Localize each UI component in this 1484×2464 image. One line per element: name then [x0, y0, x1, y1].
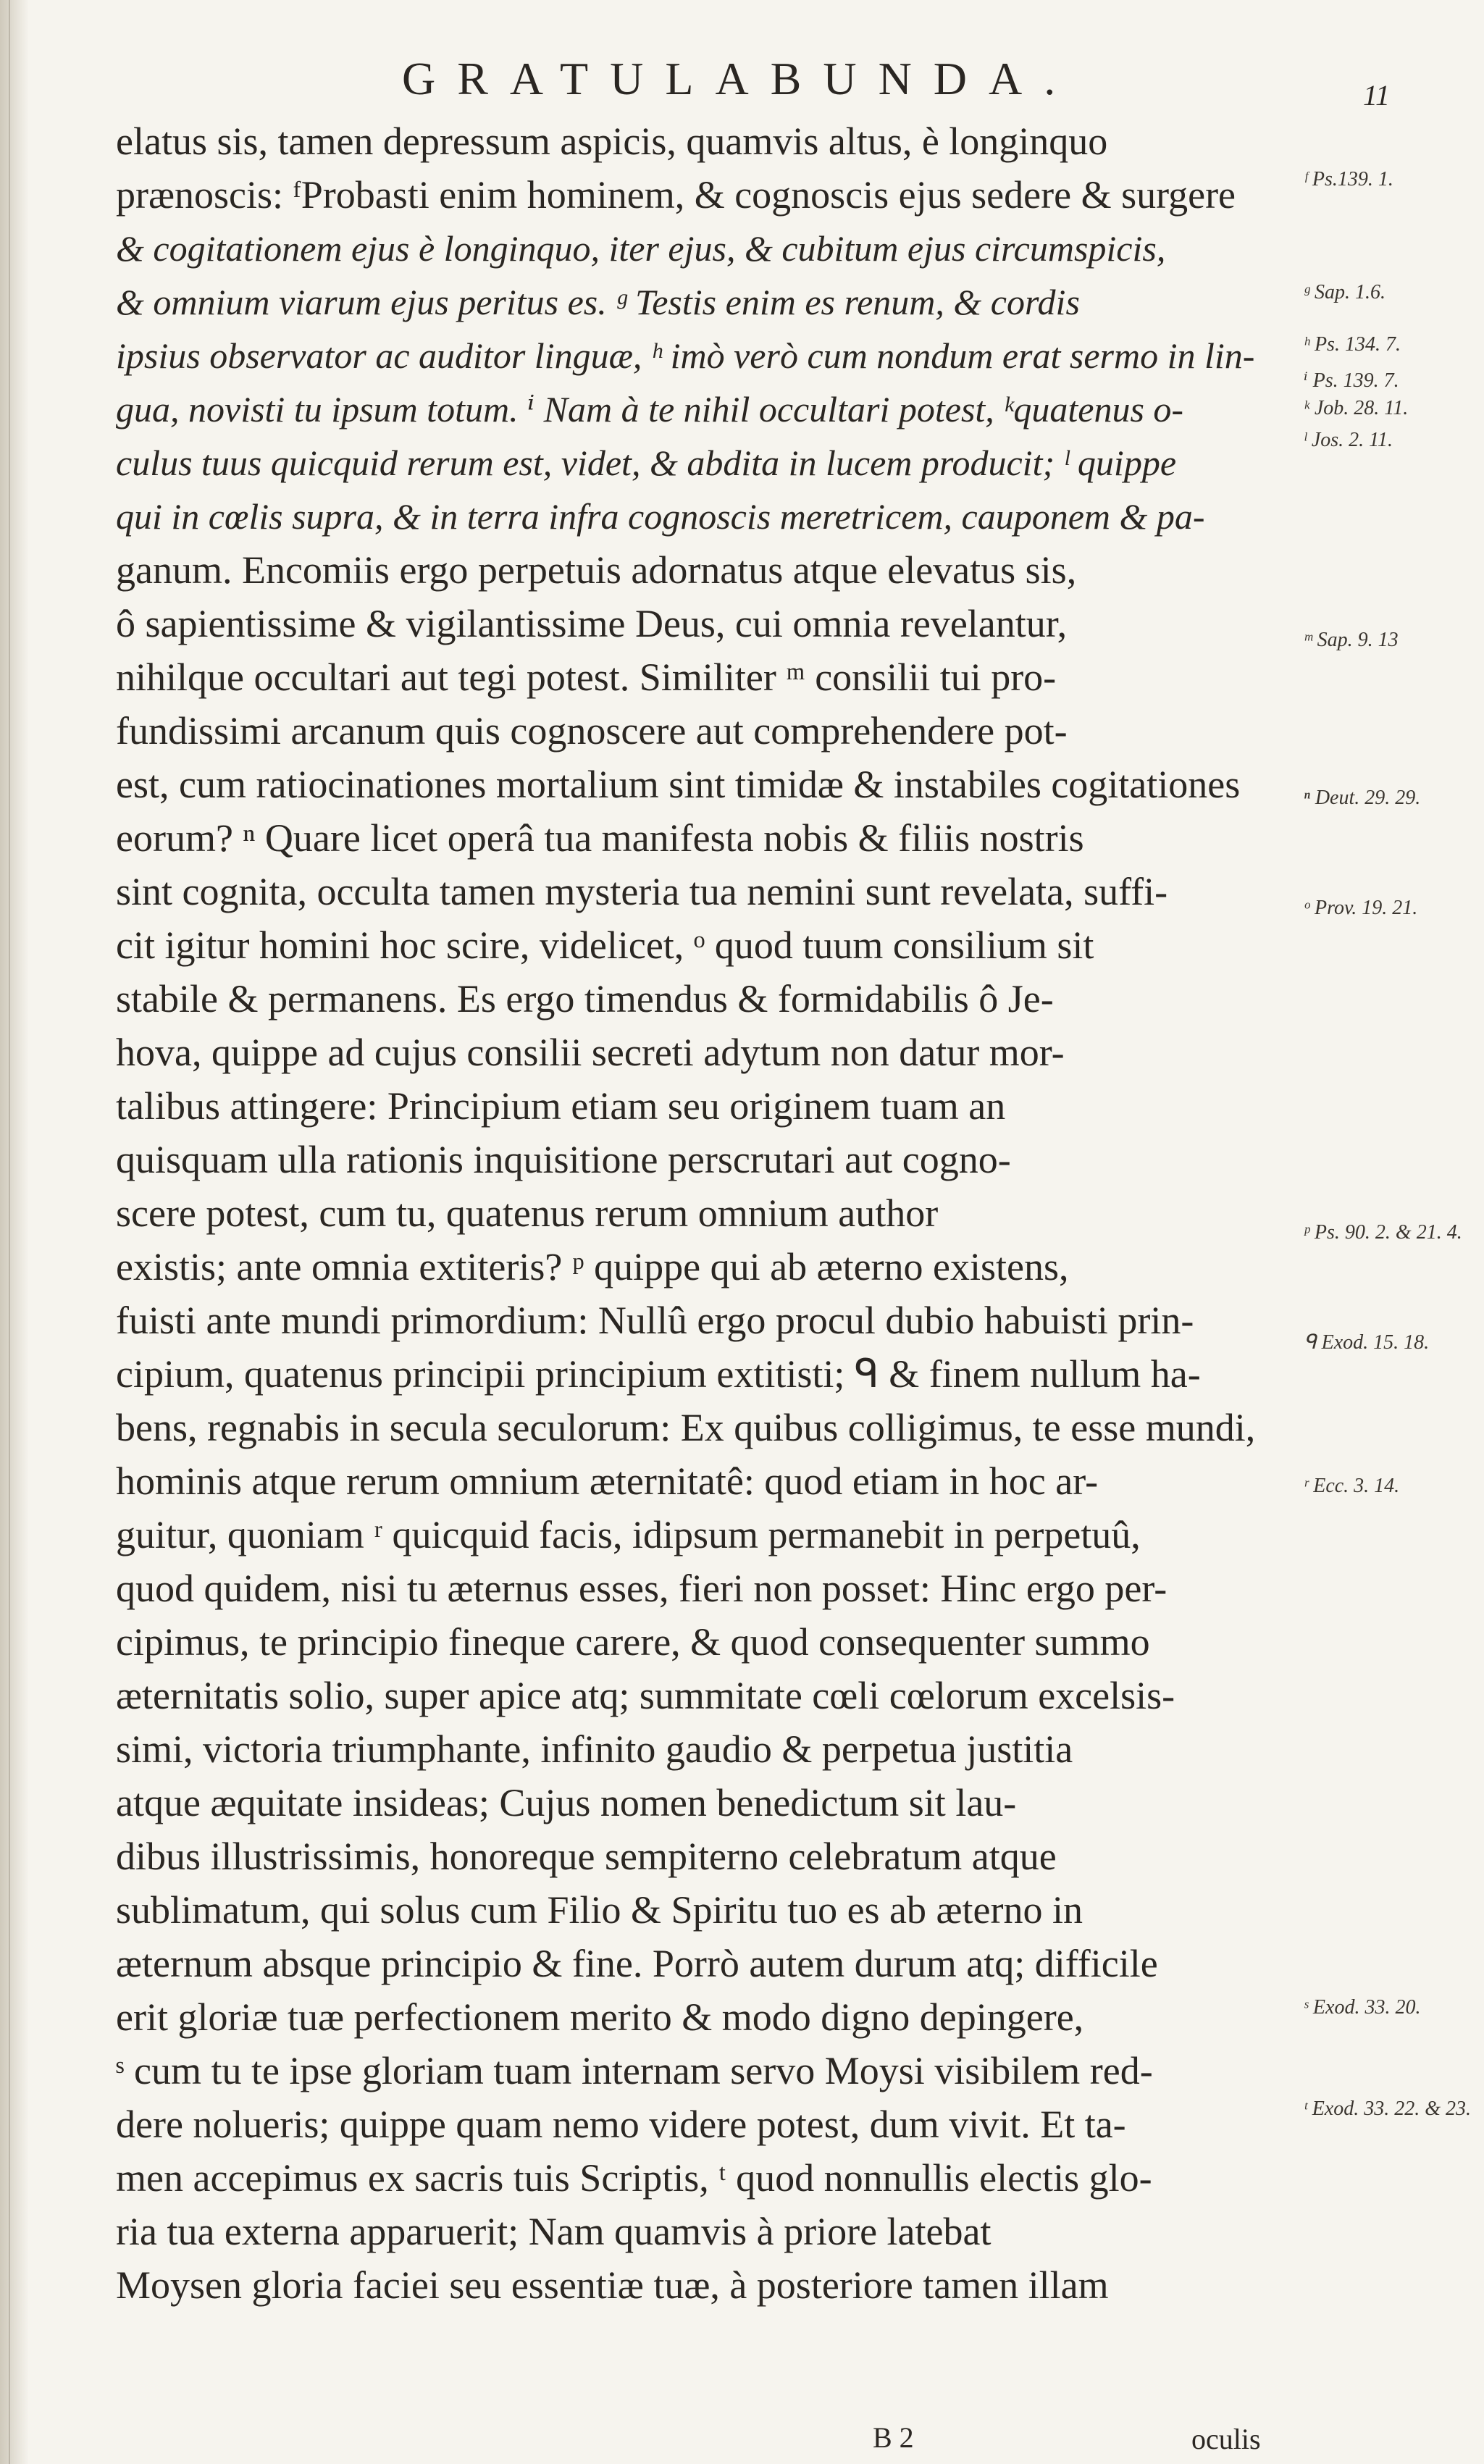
page-edge-shadow	[0, 0, 29, 2464]
text-line: stabile & permanens. Es ergo timendus & formidabilis ô Je-	[116, 977, 1054, 1021]
text-line: ˢ cum tu te ipse gloriam tuam internam servo Moysi visibilem red-	[116, 2049, 1153, 2092]
signature-mark: B 2	[873, 2421, 914, 2454]
margin-note: ⁿ Deut. 29. 29.	[1304, 787, 1421, 809]
text-line: & omnium viarum ejus peritus es. ᵍ Testis enim es renum, & cordis	[116, 282, 1080, 322]
margin-note: ᵒ Prov. 19. 21.	[1304, 897, 1418, 919]
margin-note: ˡ Jos. 2. 11.	[1304, 429, 1393, 451]
margin-note: ᵖ Ps. 90. 2. & 21. 4.	[1304, 1221, 1462, 1244]
margin-note: ʳ Ecc. 3. 14.	[1304, 1475, 1400, 1497]
text-line: Moysen gloria faciei seu essentiæ tuæ, à posteriore tamen illam	[116, 2263, 1109, 2307]
text-line: cit igitur homini hoc scire, videlicet, ᵒ quod tuum consilium sit	[116, 923, 1094, 967]
running-header: GRATULABUNDA.	[402, 53, 1078, 104]
text-line: est, cum ratiocinationes mortalium sint timidæ & instabiles cogitationes	[116, 763, 1241, 806]
margin-note: ᶠ Ps.139. 1.	[1304, 168, 1393, 190]
margin-note: ʰ Ps. 134. 7.	[1304, 333, 1401, 356]
text-line: erit gloriæ tuæ perfectionem merito & modo digno depingere,	[116, 1995, 1084, 2039]
text-line: ria tua externa apparuerit; Nam quamvis à priore latebat	[116, 2210, 992, 2253]
margin-note: ᵗ Exod. 33. 22. & 23.	[1304, 2098, 1472, 2120]
margin-note: ⁱ Ps. 139. 7.	[1304, 369, 1399, 392]
text-line: cipium, quatenus principii principium extitisti; ᑫ & finem nullum ha-	[116, 1352, 1201, 1396]
text-line: dere nolueris; quippe quam nemo videre potest, dum vivit. Et ta-	[116, 2103, 1126, 2146]
text-line: quod quidem, nisi tu æternus esses, fieri non posset: Hinc ergo per-	[116, 1567, 1168, 1610]
text-line: gua, novisti tu ipsum totum. ⁱ Nam à te nihil occultari potest, ᵏquatenus o-	[116, 389, 1184, 429]
text-line: bens, regnabis in secula seculorum: Ex quibus colligimus, te esse mundi,	[116, 1406, 1256, 1449]
text-line: elatus sis, tamen depressum aspicis, quamvis altus, è longinquo	[116, 120, 1108, 163]
text-line: ipsius observator ac auditor linguæ, ʰ imò verò cum nondum erat sermo in lin-	[116, 335, 1255, 376]
text-line: sublimatum, qui solus cum Filio & Spiritu tuo es ab æterno in	[116, 1888, 1083, 1932]
text-line: ganum. Encomiis ergo perpetuis adornatus atque elevatus sis,	[116, 548, 1077, 592]
text-line: fuisti ante mundi primordium: Nullû ergo procul dubio habuisti prin-	[116, 1299, 1194, 1342]
text-line: qui in cœlis supra, & in terra infra cognoscis meretricem, cauponem & pa-	[116, 496, 1205, 537]
text-line: sint cognita, occulta tamen mysteria tua nemini sunt revelata, suffi-	[116, 870, 1168, 913]
text-line: scere potest, cum tu, quatenus rerum omnium author	[116, 1191, 939, 1235]
page-number: 11	[1363, 79, 1391, 112]
text-line: æternum absque principio & fine. Porrò autem durum atq; difficile	[116, 1942, 1158, 1985]
text-line: nihilque occultari aut tegi potest. Similiter ᵐ consilii tui pro-	[116, 655, 1057, 699]
margin-note: ᵏ Job. 28. 11.	[1304, 397, 1409, 419]
text-line: fundissimi arcanum quis cognoscere aut comprehendere pot-	[116, 709, 1068, 753]
text-line: & cogitationem ejus è longinquo, iter ejus, & cubitum ejus circumspicis,	[116, 228, 1166, 269]
text-line: existis; ante omnia extiteris? ᵖ quippe qui ab æterno existens,	[116, 1245, 1069, 1288]
text-line: hominis atque rerum omnium æternitatê: quod etiam in hoc ar-	[116, 1459, 1099, 1503]
text-line: hova, quippe ad cujus consilii secreti adytum non datur mor-	[116, 1031, 1065, 1074]
catchword: oculis	[1191, 2423, 1261, 2455]
text-line: culus tuus quicquid rerum est, videt, & abdita in lucem producit; ˡ quippe	[116, 443, 1177, 483]
margin-note: ᑫ Exod. 15. 18.	[1304, 1331, 1430, 1354]
text-line: cipimus, te principio fineque carere, & quod consequenter summo	[116, 1620, 1150, 1664]
text-line: simi, victoria triumphante, infinito gaudio & perpetua justitia	[116, 1727, 1073, 1771]
margin-note: ᵍ Sap. 1.6.	[1304, 281, 1386, 303]
text-line: prænoscis: ᶠProbasti enim hominem, & cognoscis ejus sedere & surgere	[116, 173, 1236, 217]
text-line: ô sapientissime & vigilantissime Deus, cui omnia revelantur,	[116, 602, 1068, 645]
text-line: atque æquitate insideas; Cujus nomen benedictum sit lau-	[116, 1781, 1017, 1824]
text-line: men accepimus ex sacris tuis Scriptis, ᵗ quod nonnullis electis glo-	[116, 2156, 1152, 2200]
text-line: eorum? ⁿ Quare licet operâ tua manifesta nobis & filiis nostris	[116, 816, 1084, 860]
text-line: guitur, quoniam ʳ quicquid facis, idipsum permanebit in perpetuû,	[116, 1513, 1141, 1556]
margin-note: ᵐ Sap. 9. 13	[1304, 629, 1399, 651]
margin-note: ˢ Exod. 33. 20.	[1304, 1996, 1421, 2019]
text-line: quisquam ulla rationis inquisitione perscrutari aut cogno-	[116, 1138, 1011, 1181]
text-line: dibus illustrissimis, honoreque sempiterno celebratum atque	[116, 1835, 1057, 1878]
text-line: talibus attingere: Principium etiam seu originem tuam an	[116, 1084, 1006, 1128]
text-block	[116, 114, 1256, 2312]
gutter-line	[9, 0, 10, 2464]
text-line: æternitatis solio, super apice atq; summitate cœli cœlorum excelsis-	[116, 1674, 1175, 1717]
